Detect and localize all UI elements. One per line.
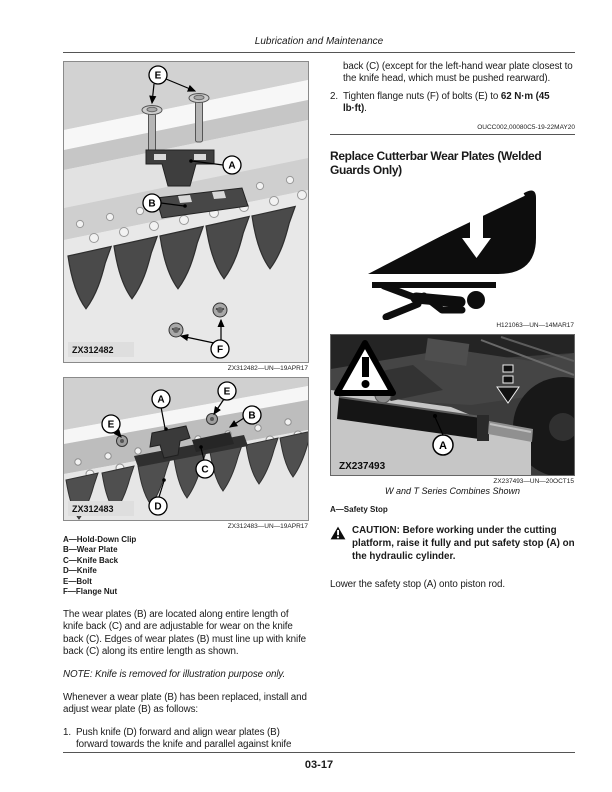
cutterbar-assembled-illustration [64,378,308,520]
callout-e [149,66,167,84]
note-paragraph: NOTE: Knife is removed for illustration purpose only. [63,668,286,680]
caution-text: CAUTION: Before working under the cutting platform, raise it fully and put safety stop (A) on the hydraulic cylinder. [352,525,575,562]
person-lying-icon [384,286,485,317]
figure2-label: ZX312483 [72,504,114,514]
svg-text:F: F [216,344,224,356]
legend-item: B—Wear Plate [63,545,118,555]
numbered-step-1 [63,727,309,751]
body-paragraph: Whenever a wear plate (B) has been replaced, install and adjust wear plate (B) as follows: [63,692,307,716]
callout-b [243,406,261,424]
safety-stop-photo [331,335,574,475]
crush-hazard-pictogram-wrap [330,186,575,320]
parts-legend [63,535,309,597]
figure-assembled-wear-plate [63,377,309,530]
right-column [330,61,575,760]
svg-text:E: E [107,419,115,431]
step-number: 1. [63,727,71,739]
callout-a [223,156,241,174]
step-text: Push knife (D) forward and align wear plates (B) forward towards the knife and parallel against knife [76,727,292,751]
page-number: 03-17 [63,752,575,771]
photo-label: ZX237493 [339,461,386,473]
photo-subcaption: W and T Series Combines Shown [384,486,521,497]
document-code: OUCC002,00080C5-19-22MAY20 [330,124,575,135]
svg-text:E: E [223,386,231,398]
figure-exploded-wear-plate [63,61,309,372]
running-header: Lubrication and Maintenance [63,36,575,53]
left-column [63,61,309,760]
caution-triangle-icon [330,525,346,563]
crush-hazard-icon [358,186,548,320]
callout-d [149,497,167,515]
callout-e-right [218,382,236,400]
svg-text:D: D [154,501,162,513]
callout-a [152,390,170,408]
callout-e-left [102,415,120,433]
section-heading: Replace Cutterbar Wear Plates (Welded Guards Only) [330,148,542,177]
continued-paragraph: back (C) (except for the left-hand wear plate closest to the knife head, which must be pushed rearward). [343,61,573,85]
svg-text:A: A [439,440,447,453]
svg-text:B: B [248,410,256,422]
callout-b [143,194,161,212]
figure1-label: ZX312482 [72,345,114,355]
legend-item: E—Bolt [63,576,92,586]
step-number: 2. [330,91,338,103]
two-column-layout [63,61,575,760]
svg-text:C: C [201,464,209,476]
callout-f [211,340,229,358]
photo-caption: ZX237493—UN—20OCT15 [493,478,574,486]
svg-text:E: E [154,70,162,82]
legend-item: D—Knife [63,566,97,576]
body-paragraph: Lower the safety stop (A) onto piston rod. [330,578,505,590]
legend-item: F—Flange Nut [63,586,118,596]
figure2-caption: ZX312483—UN—19APR17 [227,523,308,530]
photo-legend [330,505,575,514]
torque-value: 62 N·m (45 lb·ft) [343,91,550,115]
legend-item: A—Hold-Down Clip [63,535,137,544]
caution-block [330,525,575,563]
legend-item: C—Knife Back [63,555,119,565]
figure1-caption: ZX312482—UN—19APR17 [227,365,308,372]
numbered-step-2 [330,91,575,115]
svg-text:A: A [228,160,236,172]
svg-text:A: A [157,394,165,406]
cutterbar-exploded-illustration [64,62,308,362]
step-text: Tighten flange nuts (F) of bolts (E) to 62 N·m (45 lb·ft). [343,91,550,115]
legend-item: A—Safety Stop [330,505,388,515]
svg-text:B: B [148,198,156,210]
body-paragraph: The wear plates (B) are located along entire length of knife back (C) and are adjustable for wear on the knife back (C). Edges of wear plates (B) must line up with knife back (C) along its entire length as shown. [63,609,307,657]
pictogram-caption: H121063—UN—14MAR17 [496,322,574,330]
figure-safety-stop-photo [330,334,575,496]
callout-c [196,460,214,478]
